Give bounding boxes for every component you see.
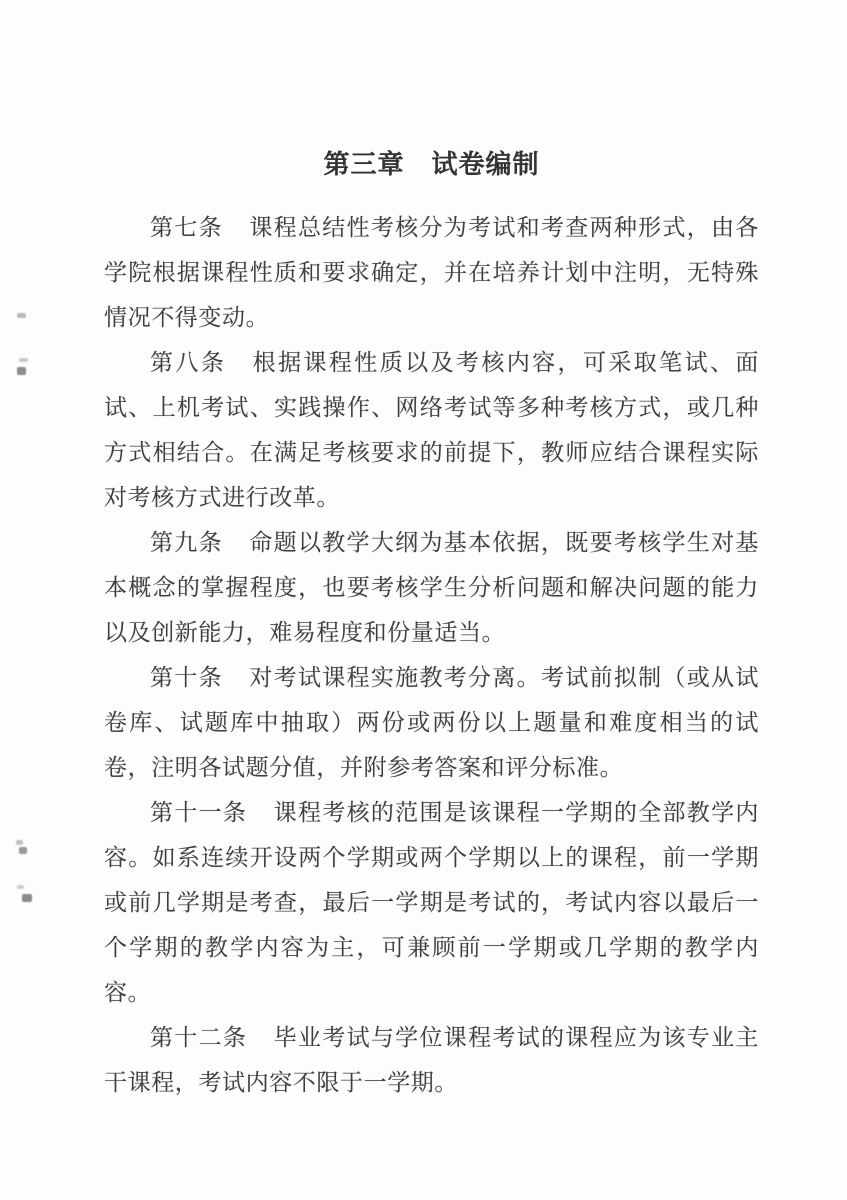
article-10 (104, 655, 759, 790)
article-8-label: 第八条 (150, 350, 227, 375)
article-7 (104, 205, 759, 340)
scan-artifact (16, 840, 23, 845)
article-11-label: 第十一条 (150, 800, 248, 825)
article-12-label: 第十二条 (150, 1025, 248, 1050)
article-8 (104, 340, 759, 520)
article-7-label: 第七条 (150, 215, 223, 240)
scan-artifact (19, 358, 28, 362)
article-9-text: 命题以教学大纲为基本依据，既要考核学生对基本概念的掌握程度，也要考核学生分析问题和解决问题的能力以及创新能力，难易程度和份量适当。 (104, 530, 759, 645)
article-12 (104, 1015, 759, 1105)
article-10-label: 第十条 (150, 665, 223, 690)
scan-artifact (17, 313, 26, 318)
article-12-text: 毕业考试与学位课程考试的课程应为该专业主干课程，考试内容不限于一学期。 (104, 1025, 760, 1095)
scan-artifact (22, 894, 32, 902)
scan-artifact (19, 847, 27, 854)
article-9-label: 第九条 (150, 530, 223, 555)
chapter-title: 第三章 试卷编制 (323, 149, 540, 179)
article-7-text: 课程总结性考核分为考试和考查两种形式，由各学院根据课程性质和要求确定，并在培养计划中注明，无特殊情况不得变动。 (104, 215, 759, 330)
document-content (104, 0, 759, 1105)
article-8-text: 根据课程性质以及考核内容，可采取笔试、面试、上机考试、实践操作、网络考试等多种考核方式，或几种方式相结合。在满足考核要求的前提下，教师应结合课程实际对考核方式进行改革。 (104, 350, 760, 510)
scan-artifact (17, 885, 24, 889)
article-11 (104, 790, 759, 1015)
scan-artifact (17, 367, 26, 375)
article-9 (104, 520, 759, 655)
article-10-text: 对考试课程实施教考分离。考试前拟制（或从试卷库、试题库中抽取）两份或两份以上题量和难度相当的试卷，注明各试题分值，并附参考答案和评分标准。 (104, 665, 759, 780)
article-11-text: 课程考核的范围是该课程一学期的全部教学内容。如系连续开设两个学期或两个学期以上的课程，前一学期或前几学期是考查，最后一学期是考试的，考试内容以最后一个学期的教学内容为主，可兼顾前一学期或几学期的教学内容。 (104, 800, 760, 1005)
